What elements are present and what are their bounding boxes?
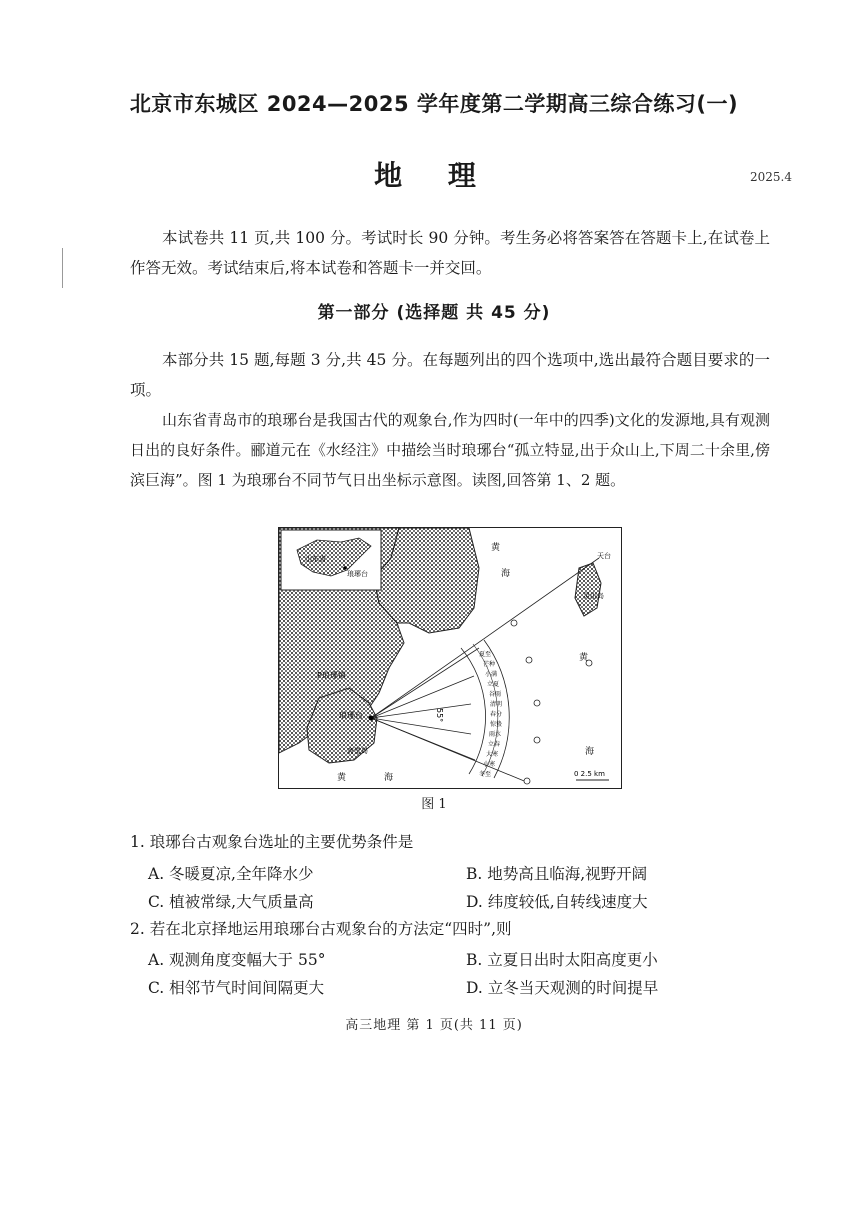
- figure-1-map: [278, 527, 622, 789]
- angle-label: 55°: [435, 708, 444, 723]
- exam-title: 北京市东城区 2024—2025 学年度第二学期高三综合练习(一): [129, 92, 739, 116]
- bay-label: 斋堂岛: [347, 747, 368, 755]
- q1-option-d[interactable]: D. 纬度较低,自转线速度大: [466, 893, 648, 911]
- q2-option-d[interactable]: D. 立冬当天观测的时间提早: [466, 979, 659, 997]
- map-svg: [279, 528, 620, 787]
- solar-term-label: 小寒: [483, 761, 496, 768]
- sea-label-1b: 海: [501, 569, 511, 579]
- sea-label-2b: 海: [585, 747, 595, 757]
- cape-label: 天台: [597, 552, 611, 560]
- solar-term-label: 立春: [488, 741, 501, 748]
- scale-label: 0 2.5 km: [574, 770, 605, 778]
- inset-point-label: 琅琊台: [347, 570, 368, 578]
- q2-option-c[interactable]: C. 相邻节气时间间隔更大: [148, 979, 325, 997]
- island-label: 灵山岛: [583, 592, 604, 600]
- solar-term-label: 清明: [490, 701, 503, 708]
- figure-caption: 图 1: [421, 797, 447, 812]
- solar-term-label: 谷雨: [489, 691, 502, 698]
- solar-term-label: 春分: [490, 711, 503, 718]
- instructions: 本试卷共 11 页,共 100 分。考试时长 90 分钟。考生务必将答案答在答题卡上,在试卷上作答无效。考试结束后,将本试卷和答题卡一并交回。: [130, 229, 770, 277]
- site-marker: [369, 716, 374, 721]
- question-2-stem: 2. 若在北京择地运用琅琊台古观象台的方法定“四时”,则: [130, 920, 512, 938]
- sea-label-3a: 黄: [337, 773, 347, 783]
- solar-term-label: 雨水: [489, 731, 502, 738]
- sea-label-2: 黄: [579, 653, 589, 663]
- sea-label-1: 黄: [491, 543, 501, 553]
- inset-province-label: 山东省: [305, 555, 326, 563]
- solar-term-label: 立夏: [487, 681, 500, 688]
- q1-option-a[interactable]: A. 冬暖夏凉,全年降水少: [148, 865, 314, 883]
- exam-date: 2025.4: [750, 170, 792, 184]
- solar-term-label: 夏至: [479, 651, 492, 658]
- q2-option-b[interactable]: B. 立夏日出时太阳高度更小: [466, 951, 658, 969]
- site-label: 琅琊台: [339, 711, 363, 720]
- q1-option-c[interactable]: C. 植被常绿,大气质量高: [148, 893, 314, 911]
- solar-term-label: 芒种: [483, 661, 496, 668]
- scan-edge-mark: [62, 248, 63, 288]
- question-1-stem: 1. 琅琊台古观象台选址的主要优势条件是: [130, 833, 414, 851]
- subject-title: 地 理: [374, 159, 494, 192]
- part1-title: 第一部分 (选择题 共 45 分): [317, 303, 551, 323]
- town-label: P琅琊镇: [317, 671, 346, 680]
- solar-term-label: 大寒: [486, 751, 499, 758]
- solar-term-label: 冬至: [479, 771, 492, 778]
- q1-option-b[interactable]: B. 地势高且临海,视野开阔: [466, 865, 648, 883]
- part1-intro: 本部分共 15 题,每题 3 分,共 45 分。在每题列出的四个选项中,选出最符合题目要求的一项。: [130, 351, 770, 399]
- q2-option-a[interactable]: A. 观测角度变幅大于 55°: [148, 951, 326, 969]
- observation-points: [511, 620, 595, 784]
- solar-term-label: 惊蛰: [490, 721, 503, 728]
- page-footer: 高三地理 第 1 页(共 11 页): [345, 1018, 523, 1033]
- sea-label-3b: 海: [384, 773, 394, 783]
- passage: 山东省青岛市的琅琊台是我国古代的观象台,作为四时(一年中的四季)文化的发源地,具有观测日出的良好条件。郦道元在《水经注》中描绘当时琅琊台“孤立特显,出于众山上,下周二十余里,傍滨巨海”。图 1 为琅琊台不同节气日出坐标示意图。读图,回答第 1、2 题。: [130, 411, 770, 489]
- land-island: [575, 563, 601, 616]
- solar-term-arc-inner: [461, 648, 486, 774]
- solar-term-label: 小满: [485, 671, 498, 678]
